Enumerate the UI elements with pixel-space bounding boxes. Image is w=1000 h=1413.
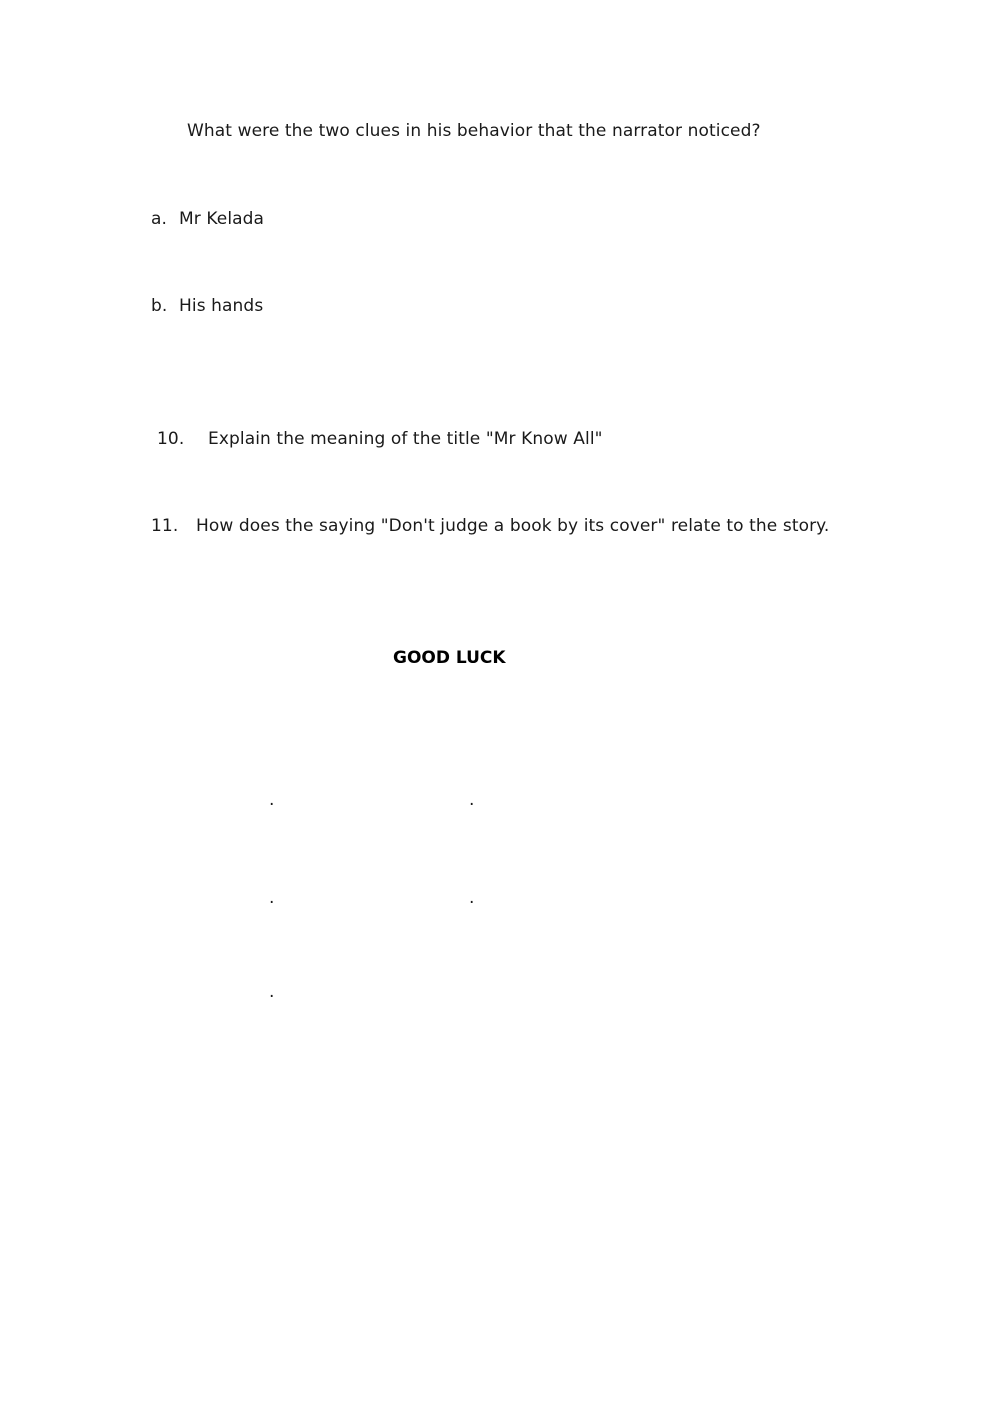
dot-mark: . [269,982,275,1002]
option-b-marker: b. [151,296,168,316]
question-10-number: 10. [157,429,185,449]
dot-mark: . [269,790,275,810]
dot-mark: . [469,888,475,908]
option-a [151,209,264,229]
dot-mark: . [269,888,275,908]
dot-mark: . [469,790,475,810]
question-10 [157,429,603,449]
question-11 [151,516,829,536]
closing-message: GOOD LUCK [393,648,506,668]
question-11-number: 11. [151,516,179,536]
intro-question: What were the two clues in his behavior that the narrator noticed? [187,121,761,141]
option-b [151,296,263,316]
question-10-text: Explain the meaning of the title "Mr Know All" [208,429,603,449]
question-11-text: How does the saying "Don't judge a book by its cover" relate to the story. [196,516,830,536]
option-a-text: Mr Kelada [179,209,265,229]
option-a-marker: a. [151,209,168,229]
option-b-text: His hands [179,296,264,316]
